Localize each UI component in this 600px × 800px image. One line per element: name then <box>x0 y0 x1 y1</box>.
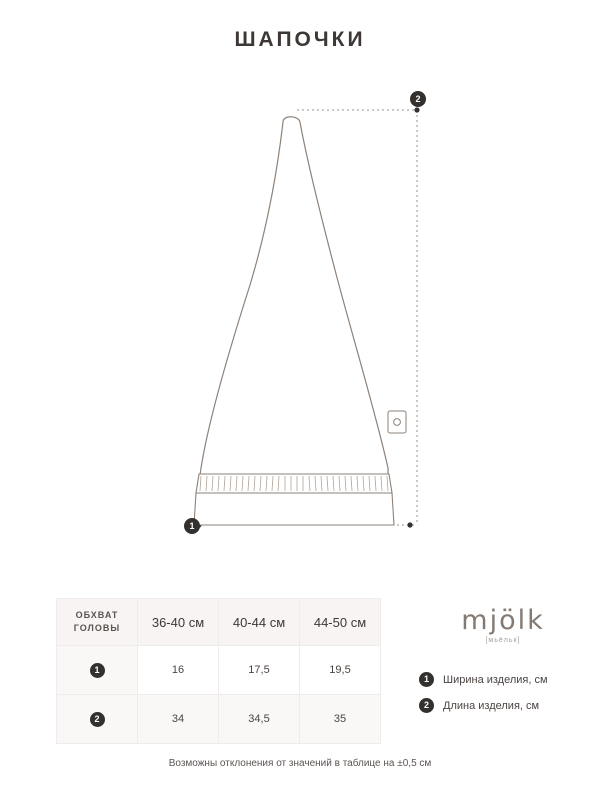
size-table <box>56 598 381 744</box>
hat-cuff-top <box>196 474 392 493</box>
row-badge-cell <box>57 646 138 695</box>
cell-r1c3: 19,5 <box>300 646 381 695</box>
legend-item-length <box>419 698 548 713</box>
length-endpoint-top <box>414 107 419 112</box>
cell-r1c2: 17,5 <box>219 646 300 695</box>
legend-label-2: Длина изделия, см <box>443 699 540 712</box>
logo-wordmark: mjölk <box>461 605 545 636</box>
width-marker-badge: 1 <box>184 518 200 534</box>
legend-label-1: Ширина изделия, см <box>443 673 548 686</box>
header-label-line1: ОБХВАТ <box>75 610 119 620</box>
footnote: Возможны отклонения от значений в таблице на ±0,5 см <box>168 758 432 769</box>
row-badge-1: 1 <box>90 663 105 678</box>
brand-tag <box>388 411 406 433</box>
hat-technical-drawing <box>0 70 600 560</box>
hat-body-outline <box>200 117 388 475</box>
table-header-row <box>57 599 381 646</box>
brand-logo <box>448 605 558 644</box>
table-header-measure <box>57 599 138 646</box>
legend-item-width <box>419 672 548 687</box>
table-header-size-3: 44-50 см <box>300 599 381 646</box>
table-header-size-2: 40-44 см <box>219 599 300 646</box>
cell-r2c1: 34 <box>138 695 219 744</box>
table-header-size-1: 36-40 см <box>138 599 219 646</box>
width-endpoint-right <box>407 522 412 527</box>
row-badge-cell <box>57 695 138 744</box>
header-label-line2: ГОЛОВЫ <box>73 623 121 633</box>
logo-transliteration: [мьёльк] <box>485 637 521 644</box>
cell-r2c3: 35 <box>300 695 381 744</box>
page-title: ШАПОЧКИ <box>234 28 366 51</box>
row-badge-2: 2 <box>90 712 105 727</box>
legend-badge-2: 2 <box>419 698 434 713</box>
table-row <box>57 695 381 744</box>
legend-badge-1: 1 <box>419 672 434 687</box>
legend <box>419 672 548 724</box>
hat-cuff-body <box>194 493 394 525</box>
cell-r2c2: 34,5 <box>219 695 300 744</box>
cell-r1c1: 16 <box>138 646 219 695</box>
table-row <box>57 646 381 695</box>
length-marker-badge: 2 <box>410 91 426 107</box>
